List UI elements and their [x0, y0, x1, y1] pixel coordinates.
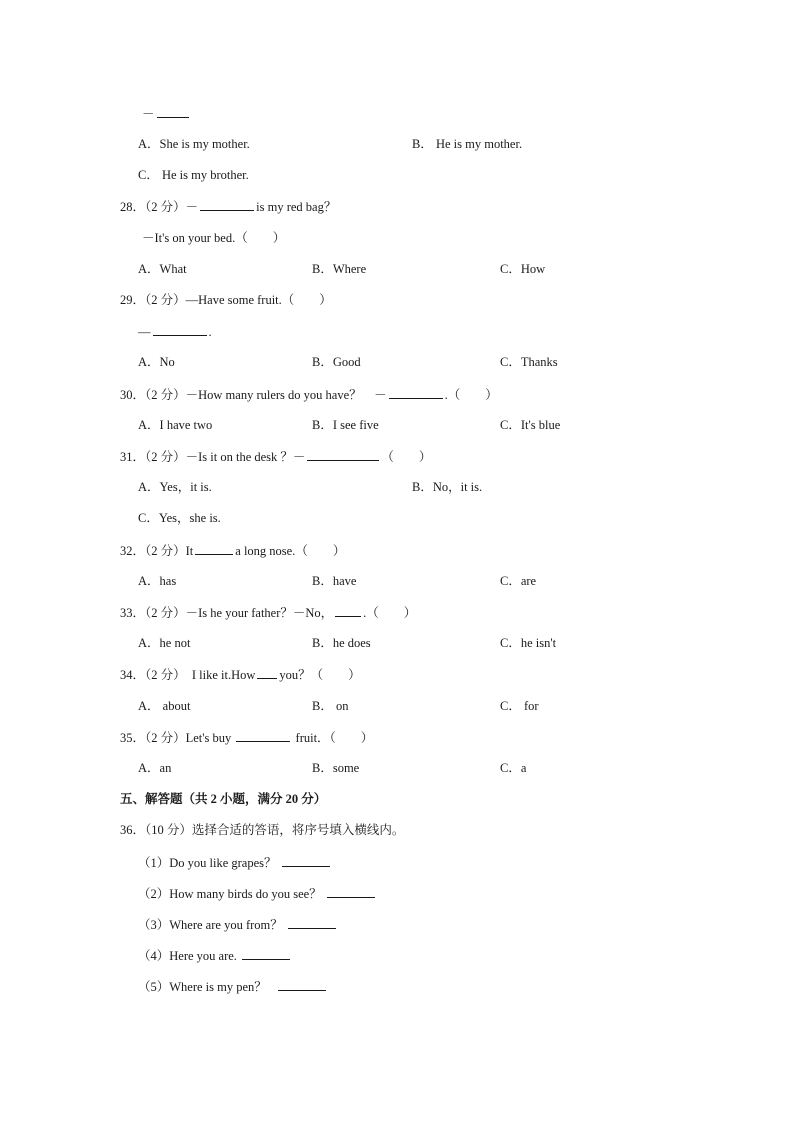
- q31-option-a[interactable]: A．Yes，it is.: [138, 480, 212, 494]
- q30-prompt-text-a: 30．（2 分）－How many rulers do you have？ －: [120, 388, 387, 402]
- q34-prompt-text-a: 34．（2 分） I like it.How: [120, 668, 256, 682]
- q30-blank: [389, 386, 443, 399]
- q28-prompt-text-b: is my red bag？: [256, 200, 337, 214]
- q28-option-b[interactable]: B．Where: [312, 262, 367, 276]
- q28-answer: －It's on your bed.（ ）: [142, 231, 286, 245]
- q33-blank: [335, 604, 361, 617]
- q30-prompt: [120, 386, 498, 403]
- q33-prompt: [120, 604, 416, 621]
- q32-prompt-text-b: a long nose.（ ）: [235, 544, 346, 558]
- q29-blank: [153, 323, 207, 336]
- q34-prompt-text-b: you？（ ）: [279, 668, 361, 682]
- q28-option-a[interactable]: A．What: [138, 262, 187, 276]
- q34-option-c[interactable]: C． for: [500, 699, 539, 713]
- q31-option-c[interactable]: C．Yes，she is.: [138, 511, 221, 525]
- q35-blank: [236, 729, 290, 742]
- q36-item-3-blank[interactable]: [288, 916, 336, 929]
- q27-option-c[interactable]: C． He is my brother.: [138, 168, 249, 182]
- q28-option-c[interactable]: C．How: [500, 262, 546, 276]
- q36-item-1-blank[interactable]: [282, 854, 330, 867]
- q30-option-a[interactable]: A．I have two: [138, 418, 213, 432]
- q34-option-b[interactable]: B． on: [312, 699, 349, 713]
- q35-option-a[interactable]: A．an: [138, 761, 172, 775]
- q28-prompt-text-a: 28．（2 分）－: [120, 200, 199, 214]
- q31-option-b[interactable]: B．No，it is.: [412, 480, 483, 494]
- q36-item-1-text: （1）Do you like grapes？: [138, 856, 277, 870]
- q35-option-b[interactable]: B．some: [312, 761, 360, 775]
- q33-prompt-text-b: .（ ）: [363, 606, 417, 620]
- q34-option-a[interactable]: A． about: [138, 699, 191, 713]
- q36-item-4: [138, 947, 292, 964]
- q36-item-5: [138, 978, 328, 995]
- q30-prompt-text-b: .（ ）: [444, 388, 498, 402]
- q33-option-a[interactable]: A．he not: [138, 636, 191, 650]
- q36-item-2: [138, 885, 377, 902]
- q33-option-b[interactable]: B．he does: [312, 636, 371, 650]
- q31-prompt-text-a: 31．（2 分）－Is it on the desk ？－: [120, 450, 306, 464]
- q27-answer-blank: [157, 105, 189, 118]
- q36-item-2-text: （2）How many birds do you see？: [138, 887, 322, 901]
- q32-option-a[interactable]: A．has: [138, 574, 177, 588]
- q35-prompt: [120, 729, 373, 746]
- q32-prompt: [120, 542, 345, 559]
- q36-item-3-text: （3）Where are you from？: [138, 918, 283, 932]
- q29-answer-line: [138, 323, 212, 340]
- q30-option-b[interactable]: B．I see five: [312, 418, 379, 432]
- q36-prompt: 36．（10 分）选择合适的答语，将序号填入横线内。: [120, 823, 405, 837]
- q34-blank: [257, 666, 277, 679]
- q33-option-c[interactable]: C．he isn't: [500, 636, 557, 650]
- q31-blank: [307, 448, 379, 461]
- q32-option-c[interactable]: C．are: [500, 574, 537, 588]
- q36-item-5-text: （5）Where is my pen？: [138, 980, 267, 994]
- q35-prompt-text-b: fruit．（ ）: [295, 731, 374, 745]
- q29-option-c[interactable]: C．Thanks: [500, 355, 558, 369]
- q29-answer-suffix: .: [208, 325, 212, 339]
- q27-option-a[interactable]: A．She is my mother.: [138, 137, 250, 151]
- q31-prompt-text-b: （ ）: [381, 450, 432, 464]
- q29-option-b[interactable]: B．Good: [312, 355, 361, 369]
- q36-item-1: [138, 854, 332, 871]
- q29-option-a[interactable]: A．No: [138, 355, 175, 369]
- q36-item-4-blank[interactable]: [242, 947, 290, 960]
- q29-answer-prefix: —: [138, 325, 151, 339]
- q27-answer-line: [142, 105, 191, 122]
- q35-prompt-text-a: 35．（2 分）Let's buy: [120, 731, 232, 745]
- q28-blank: [200, 198, 254, 211]
- q33-prompt-text-a: 33．（2 分）－Is he your father？－No，: [120, 606, 334, 620]
- q32-option-b[interactable]: B．have: [312, 574, 357, 588]
- q34-prompt: [120, 666, 361, 683]
- q36-item-3: [138, 916, 338, 933]
- q36-item-2-blank[interactable]: [327, 885, 375, 898]
- q29-prompt: 29．（2 分）—Have some fruit.（ ）: [120, 293, 332, 307]
- q31-prompt: [120, 448, 431, 465]
- q27-option-b[interactable]: B． He is my mother.: [412, 137, 523, 151]
- q35-option-c[interactable]: C．a: [500, 761, 527, 775]
- section-5-heading: 五、解答题（共 2 小题，满分 20 分）: [120, 792, 327, 806]
- q32-prompt-text-a: 32．（2 分）It: [120, 544, 194, 558]
- q30-option-c[interactable]: C．It's blue: [500, 418, 561, 432]
- q36-item-4-text: （4）Here you are.: [138, 949, 237, 963]
- q28-prompt: [120, 198, 336, 215]
- q27-answer-prefix: －: [142, 107, 155, 121]
- q32-blank: [195, 542, 233, 555]
- q36-item-5-blank[interactable]: [278, 978, 326, 991]
